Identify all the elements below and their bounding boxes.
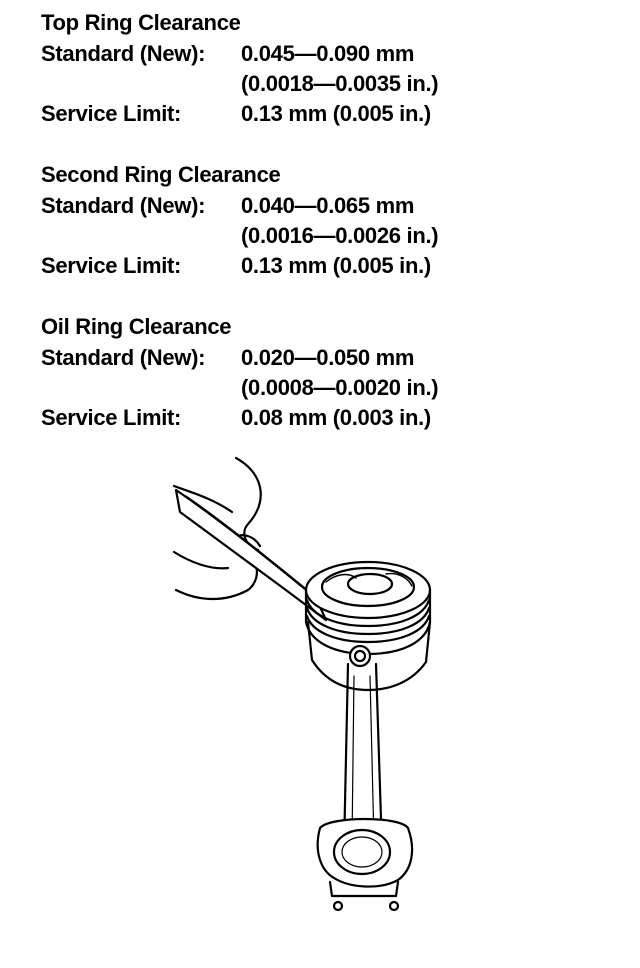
rod-web-left xyxy=(352,676,354,842)
rod-web-right xyxy=(370,676,374,842)
service-limit-label: Service Limit: xyxy=(41,405,182,430)
oil-ring-clearance-section xyxy=(41,314,601,434)
standard-mm-value: 0.040—0.065 mm xyxy=(241,193,415,218)
rod-bolt xyxy=(390,902,398,910)
piston-pin-boss xyxy=(350,646,370,666)
service-limit-label: Service Limit: xyxy=(41,253,182,278)
section-title: Second Ring Clearance xyxy=(41,162,281,187)
rod-bolt xyxy=(334,902,342,910)
standard-inch-value: (0.0016—0.0026 in.) xyxy=(241,223,439,248)
standard-label: Standard (New): xyxy=(41,345,206,370)
service-limit-value: 0.13 mm (0.005 in.) xyxy=(241,101,431,126)
standard-label: Standard (New): xyxy=(41,41,206,66)
second-ring-clearance-section xyxy=(41,162,601,282)
feeler-gauge-blade xyxy=(176,490,326,620)
section-title: Oil Ring Clearance xyxy=(41,314,232,339)
piston-feeler-gauge-illustration xyxy=(150,450,490,930)
piston-feeler-gauge-icon xyxy=(150,450,490,930)
service-limit-value: 0.08 mm (0.003 in.) xyxy=(241,405,431,430)
service-limit-value: 0.13 mm (0.005 in.) xyxy=(241,253,431,278)
finger-crease xyxy=(174,552,228,568)
standard-inch-value: (0.0018—0.0035 in.) xyxy=(241,71,439,96)
section-title: Top Ring Clearance xyxy=(41,10,241,35)
service-limit-label: Service Limit: xyxy=(41,101,182,126)
piston-crown xyxy=(306,562,430,618)
standard-mm-value: 0.020—0.050 mm xyxy=(241,345,415,370)
standard-inch-value: (0.0008—0.0020 in.) xyxy=(241,375,439,400)
top-ring-clearance-section xyxy=(41,10,601,130)
standard-mm-value: 0.045—0.090 mm xyxy=(241,41,415,66)
standard-label: Standard (New): xyxy=(41,193,206,218)
